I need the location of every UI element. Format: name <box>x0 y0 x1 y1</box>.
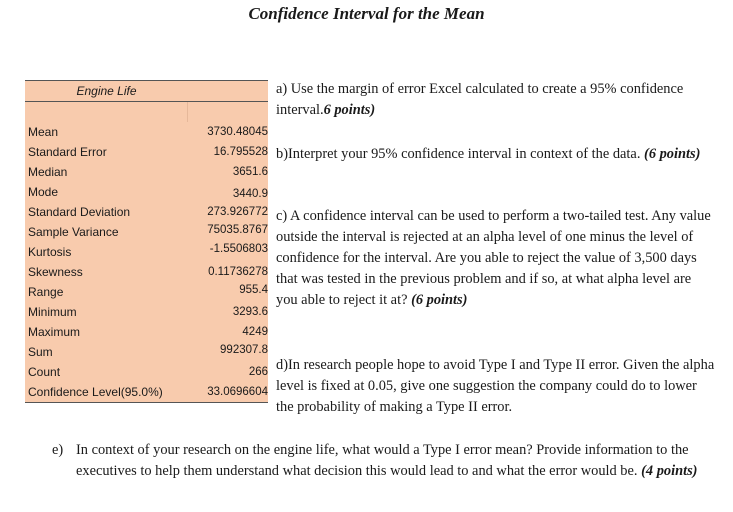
stat-label: Standard Deviation <box>28 205 131 219</box>
stat-label: Sample Variance <box>28 225 119 239</box>
table-row <box>25 182 268 202</box>
table-row <box>25 342 268 362</box>
stat-value: 3651.6 <box>232 166 268 178</box>
descriptive-statistics-table <box>25 80 268 403</box>
question-b-points: (6 points) <box>644 146 701 162</box>
table-row <box>25 242 268 262</box>
stat-label: Median <box>28 165 68 179</box>
stat-value: 266 <box>248 366 268 378</box>
table-header-label: Engine Life <box>76 84 137 98</box>
table-blank-row <box>25 102 268 122</box>
stat-value: 75035.8767 <box>207 224 268 236</box>
stat-label: Skewness <box>28 265 83 279</box>
stat-label: Kurtosis <box>28 245 72 259</box>
stat-label: Count <box>28 365 61 379</box>
stat-value: 16.795528 <box>213 146 268 158</box>
table-row <box>25 162 268 182</box>
stat-value: 4249 <box>242 326 268 338</box>
question-c-points: (6 points) <box>411 292 468 308</box>
stat-label: Range <box>28 285 64 299</box>
stat-label: Maximum <box>28 325 81 339</box>
stat-label: Sum <box>28 345 53 359</box>
question-d <box>276 355 716 418</box>
question-c <box>276 206 716 311</box>
question-b-text: b)Interpret your 95% confidence interval in context of the data. <box>276 146 641 162</box>
stat-value: 33.0696604 <box>207 386 268 398</box>
question-d-text: d)In research people hope to avoid Type I and Type II error. Given the alpha level is fixed at 0.05, give one suggestion the company could do to lower the probability of making a Type II error. <box>276 357 715 415</box>
question-e <box>52 440 712 482</box>
table-row <box>25 262 268 282</box>
question-c-text: c) A confidence interval can be used to perform a two-tailed test. Any value outside the interval is rejected at an alpha level of one minus the level of confidence for the interval. Are you able to reject the value of 3,500 days that was tested in the previous problem and if so, at what alpha level are you able to reject it at? <box>276 208 711 308</box>
question-e-label: e) <box>52 442 64 458</box>
table-row <box>25 362 268 382</box>
question-e-text: In context of your research on the engine life, what would a Type I error mean? Provide information to the executives to help them understand what decision this would lead to and what the error would be. <box>76 442 689 479</box>
stat-value: -1.5506803 <box>209 243 268 255</box>
stat-label: Minimum <box>28 305 77 319</box>
stat-value: 0.11736278 <box>208 266 268 278</box>
table-row <box>25 142 268 162</box>
stat-label: Mean <box>28 125 59 139</box>
question-a-text: a) Use the margin of error Excel calculated to create a 95% confidence interval. <box>276 81 684 118</box>
stat-value: 3730.48045 <box>207 126 268 138</box>
stat-value: 3440.9 <box>232 188 268 200</box>
stat-label: Mode <box>28 185 59 199</box>
table-row <box>25 202 268 222</box>
question-a-points: 6 points) <box>323 102 376 118</box>
table-header <box>25 80 268 102</box>
table-row <box>25 302 268 322</box>
stat-value: 3293.6 <box>232 306 268 318</box>
table-row <box>25 122 268 142</box>
question-a <box>276 79 696 121</box>
stat-label: Standard Error <box>28 145 107 159</box>
stat-label: Confidence Level(95.0%) <box>28 385 163 399</box>
stat-value: 955.4 <box>239 284 268 296</box>
table-row <box>25 322 268 342</box>
stat-value: 992307.8 <box>220 344 268 356</box>
page-title: Confidence Interval for the Mean <box>248 4 485 23</box>
table-row <box>25 282 268 302</box>
question-b <box>276 144 716 165</box>
stat-value: 273.926772 <box>207 206 268 218</box>
question-e-points: (4 points) <box>641 463 698 479</box>
table-row <box>25 382 268 403</box>
